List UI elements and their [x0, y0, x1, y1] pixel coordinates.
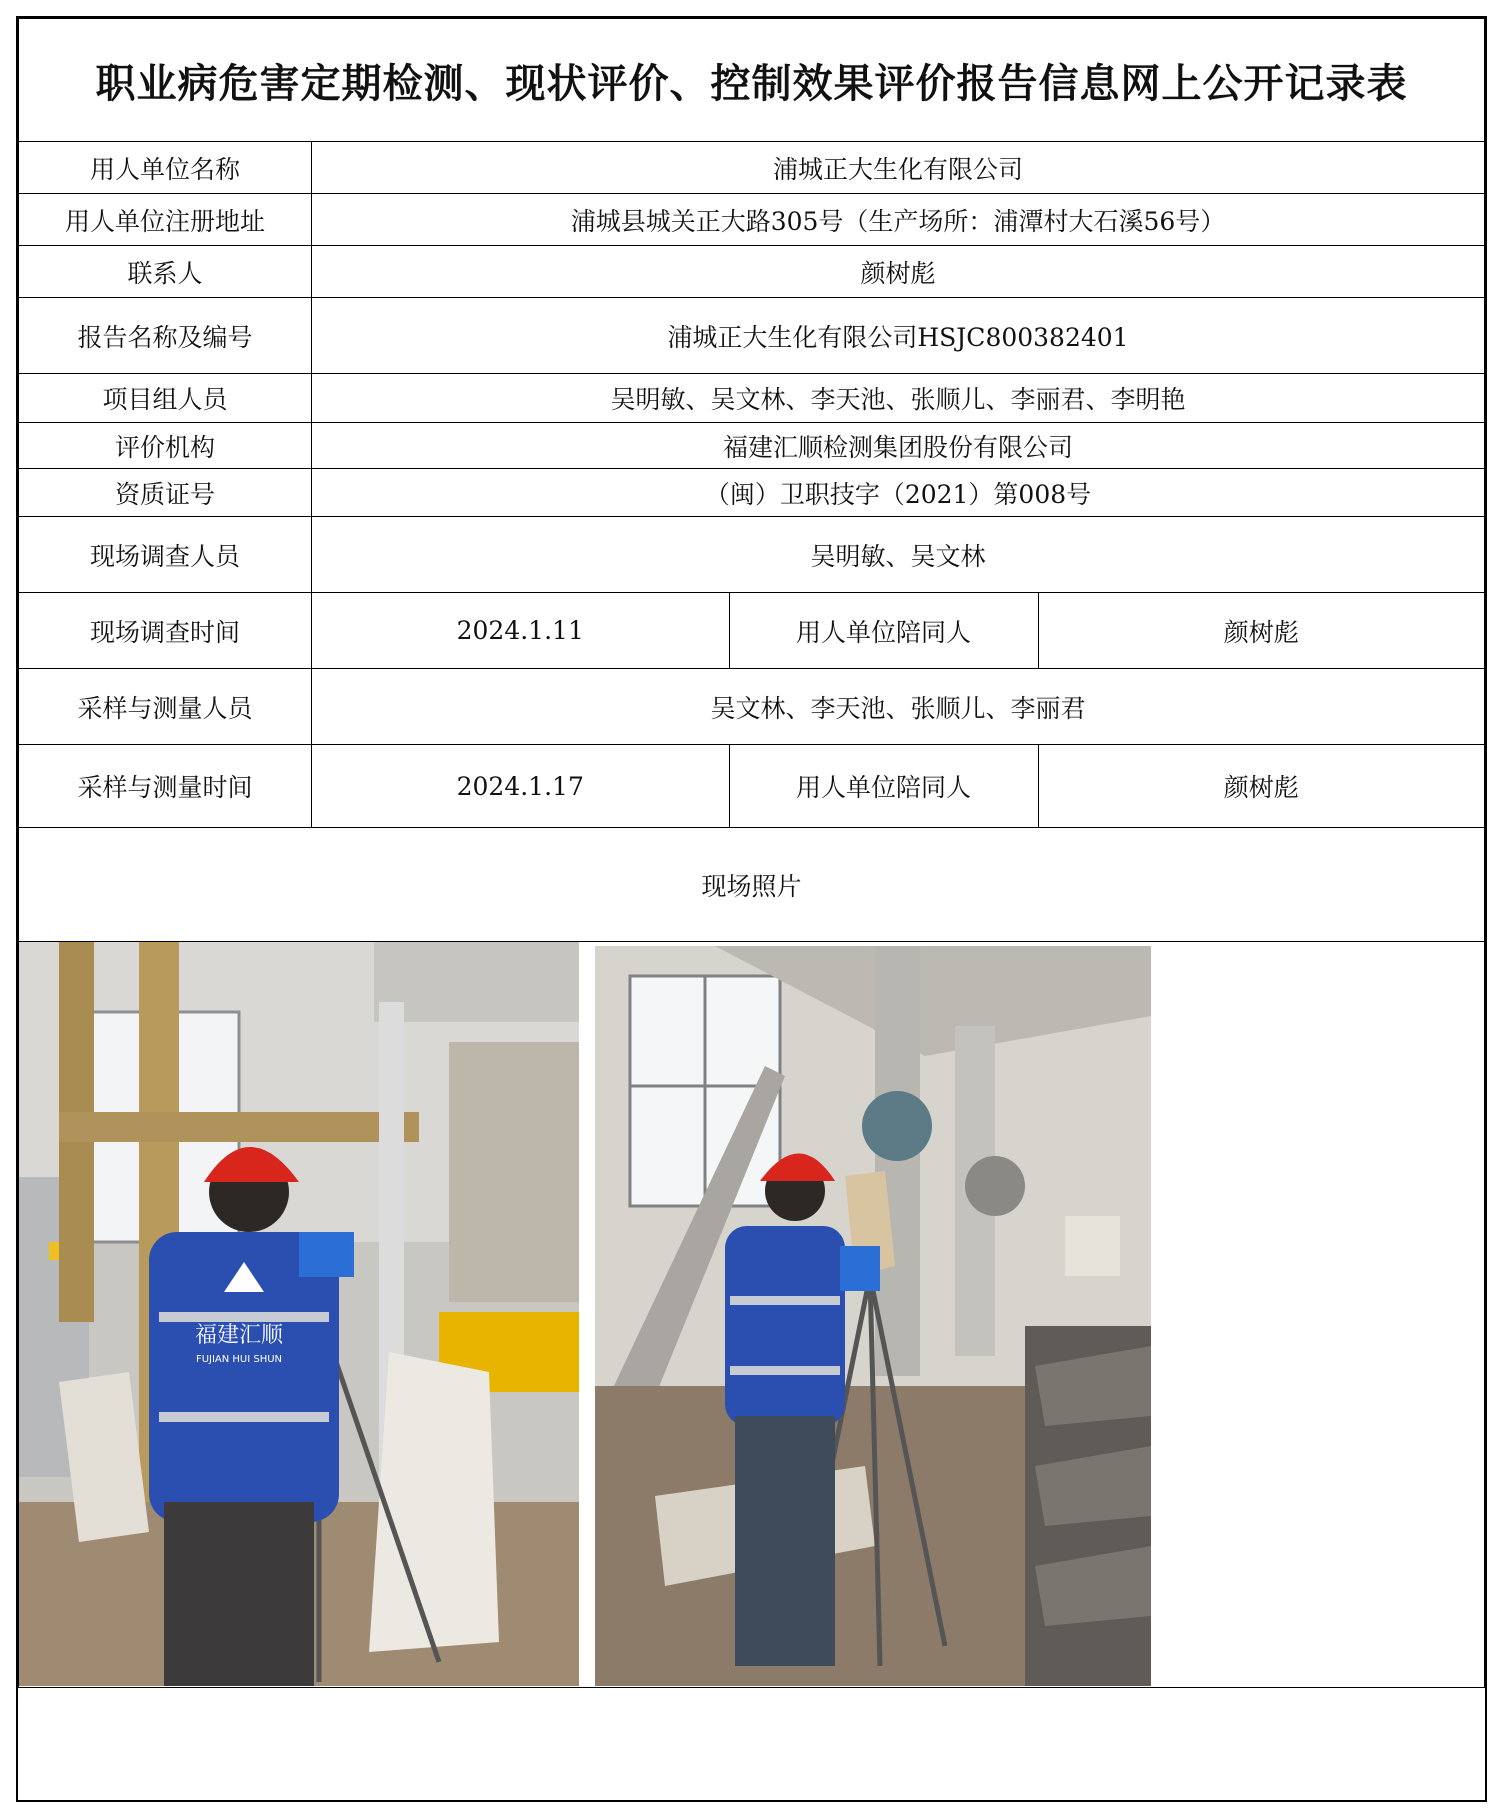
record-sheet [16, 16, 1487, 1802]
report-label: 报告名称及编号 [19, 298, 312, 374]
contact-label: 联系人 [19, 246, 312, 298]
sampling-companion-label: 用人单位陪同人 [729, 745, 1038, 828]
vest-logo-text-1: 福建汇顺 [194, 1323, 284, 1348]
employer-name-value: 浦城正大生化有限公司 [311, 142, 1484, 194]
report-value: 浦城正大生化有限公司HSJC800382401 [311, 298, 1484, 374]
cert-value: （闽）卫职技字（2021）第008号 [311, 469, 1484, 517]
site-photo-2-image [595, 946, 1151, 1686]
employer-address-value: 浦城县城关正大路305号（生产场所：浦潭村大石溪56号） [311, 194, 1484, 246]
employer-name-label: 用人单位名称 [19, 142, 312, 194]
survey-companion-value: 颜树彪 [1038, 593, 1484, 669]
team-label: 项目组人员 [19, 374, 312, 423]
photos-cell [19, 942, 1485, 1688]
survey-time-label: 现场调查时间 [19, 593, 312, 669]
team-value: 吴明敏、吴文林、李天池、张顺儿、李丽君、李明艳 [311, 374, 1484, 423]
sampling-staff-value: 吴文林、李天池、张顺儿、李丽君 [311, 669, 1484, 745]
site-photo-1-image [19, 942, 579, 1686]
site-photo-1 [19, 942, 579, 1686]
survey-staff-value: 吴明敏、吴文林 [311, 517, 1484, 593]
cert-label: 资质证号 [19, 469, 312, 517]
survey-companion-label: 用人单位陪同人 [729, 593, 1038, 669]
vest-logo-subtext-1: FUJIAN HUI SHUN [195, 1354, 283, 1365]
page-title: 职业病危害定期检测、现状评价、控制效果评价报告信息网上公开记录表 [19, 19, 1485, 142]
contact-value: 颜树彪 [311, 246, 1484, 298]
sampling-time-label: 采样与测量时间 [19, 745, 312, 828]
survey-staff-label: 现场调查人员 [19, 517, 312, 593]
agency-value: 福建汇顺检测集团股份有限公司 [311, 423, 1484, 469]
survey-time-value: 2024.1.11 [311, 593, 729, 669]
sampling-companion-value: 颜树彪 [1038, 745, 1484, 828]
agency-label: 评价机构 [19, 423, 312, 469]
photos-label: 现场照片 [19, 828, 1485, 942]
sampling-time-value: 2024.1.17 [311, 745, 729, 828]
employer-address-label: 用人单位注册地址 [19, 194, 312, 246]
site-photo-2 [595, 946, 1151, 1686]
record-table [18, 18, 1485, 1688]
sampling-staff-label: 采样与测量人员 [19, 669, 312, 745]
